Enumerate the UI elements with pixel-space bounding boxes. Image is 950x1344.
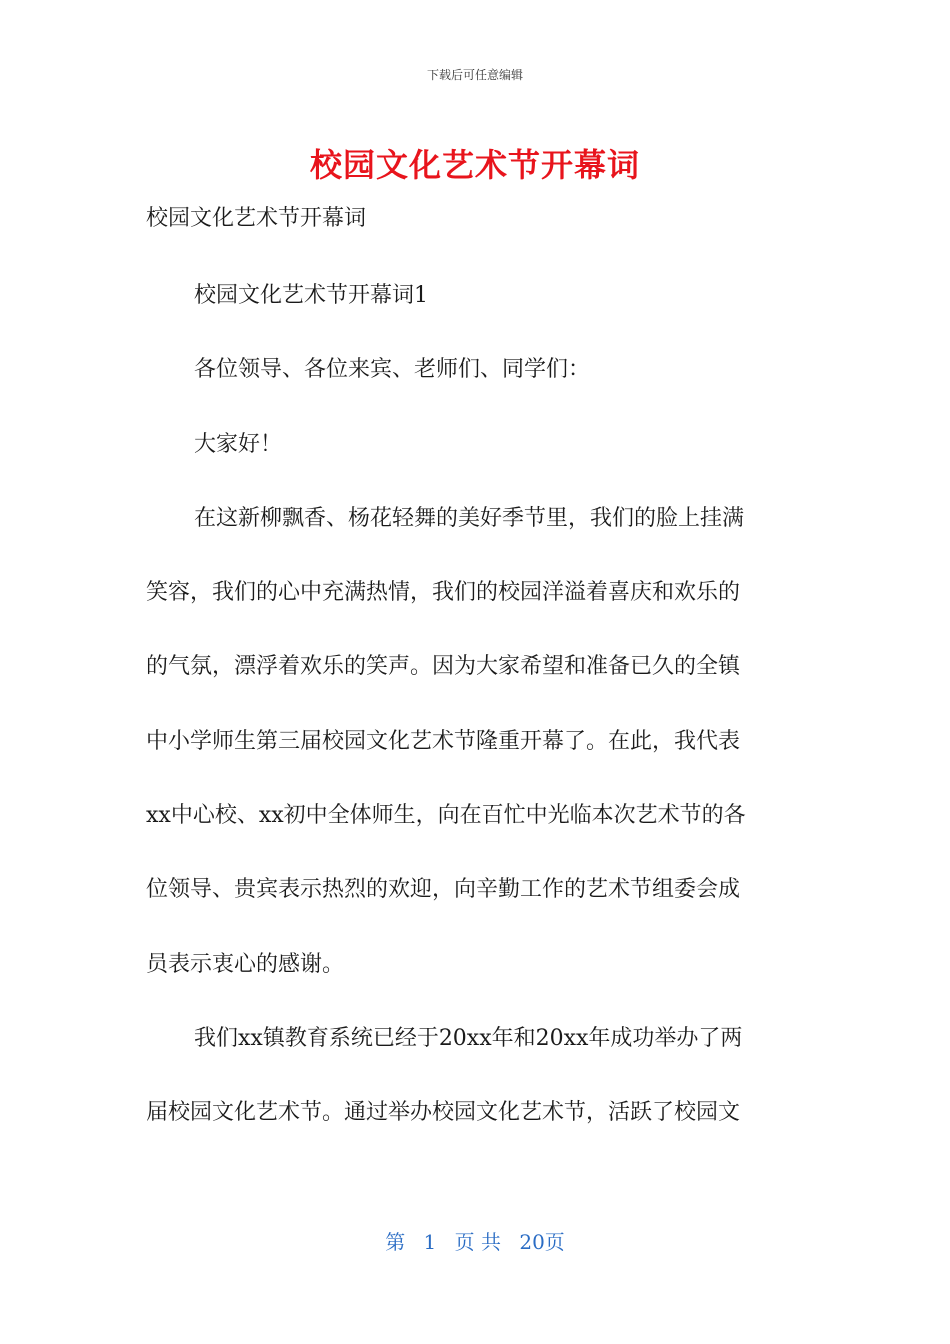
footer-mid: 页 共	[454, 1230, 501, 1254]
paragraph-line: xx中心校、xx初中全体师生，向在百忙中光临本次艺术节的各	[146, 803, 746, 828]
paragraph-line: 中小学师生第三届校园文化艺术节隆重开幕了。在此，我代表	[146, 729, 741, 754]
footer-page-number: 1	[423, 1230, 437, 1254]
header-note: 下载后可任意编辑	[426, 68, 523, 82]
salutation: 各位领导、各位来宾、老师们、同学们：	[194, 357, 591, 382]
paragraph-line: 我们xx镇教育系统已经于20xx年和20xx年成功举办了两	[194, 1026, 743, 1051]
paragraph-line: 员表示衷心的感谢。	[146, 952, 345, 977]
page-footer	[0, 1226, 950, 1255]
footer-prefix: 第	[385, 1230, 406, 1254]
section-heading: 校园文化艺术节开幕词1	[194, 283, 428, 308]
document-title: 校园文化艺术节开幕词	[309, 146, 640, 184]
footer-total-pages: 20页	[519, 1230, 565, 1254]
paragraph-line: 笑容，我们的心中充满热情，我们的校园洋溢着喜庆和欢乐的	[146, 580, 741, 605]
greeting: 大家好！	[194, 432, 283, 457]
paragraph-line: 届校园文化艺术节。通过举办校园文化艺术节，活跃了校园文	[146, 1100, 741, 1125]
subtitle-line: 校园文化艺术节开幕词	[146, 206, 367, 231]
paragraph-line: 在这新柳飘香、杨花轻舞的美好季节里，我们的脸上挂满	[194, 506, 745, 531]
paragraph-line: 的气氛，漂浮着欢乐的笑声。因为大家希望和准备已久的全镇	[146, 654, 741, 679]
paragraph-line: 位领导、贵宾表示热烈的欢迎，向辛勤工作的艺术节组委会成	[146, 877, 741, 902]
